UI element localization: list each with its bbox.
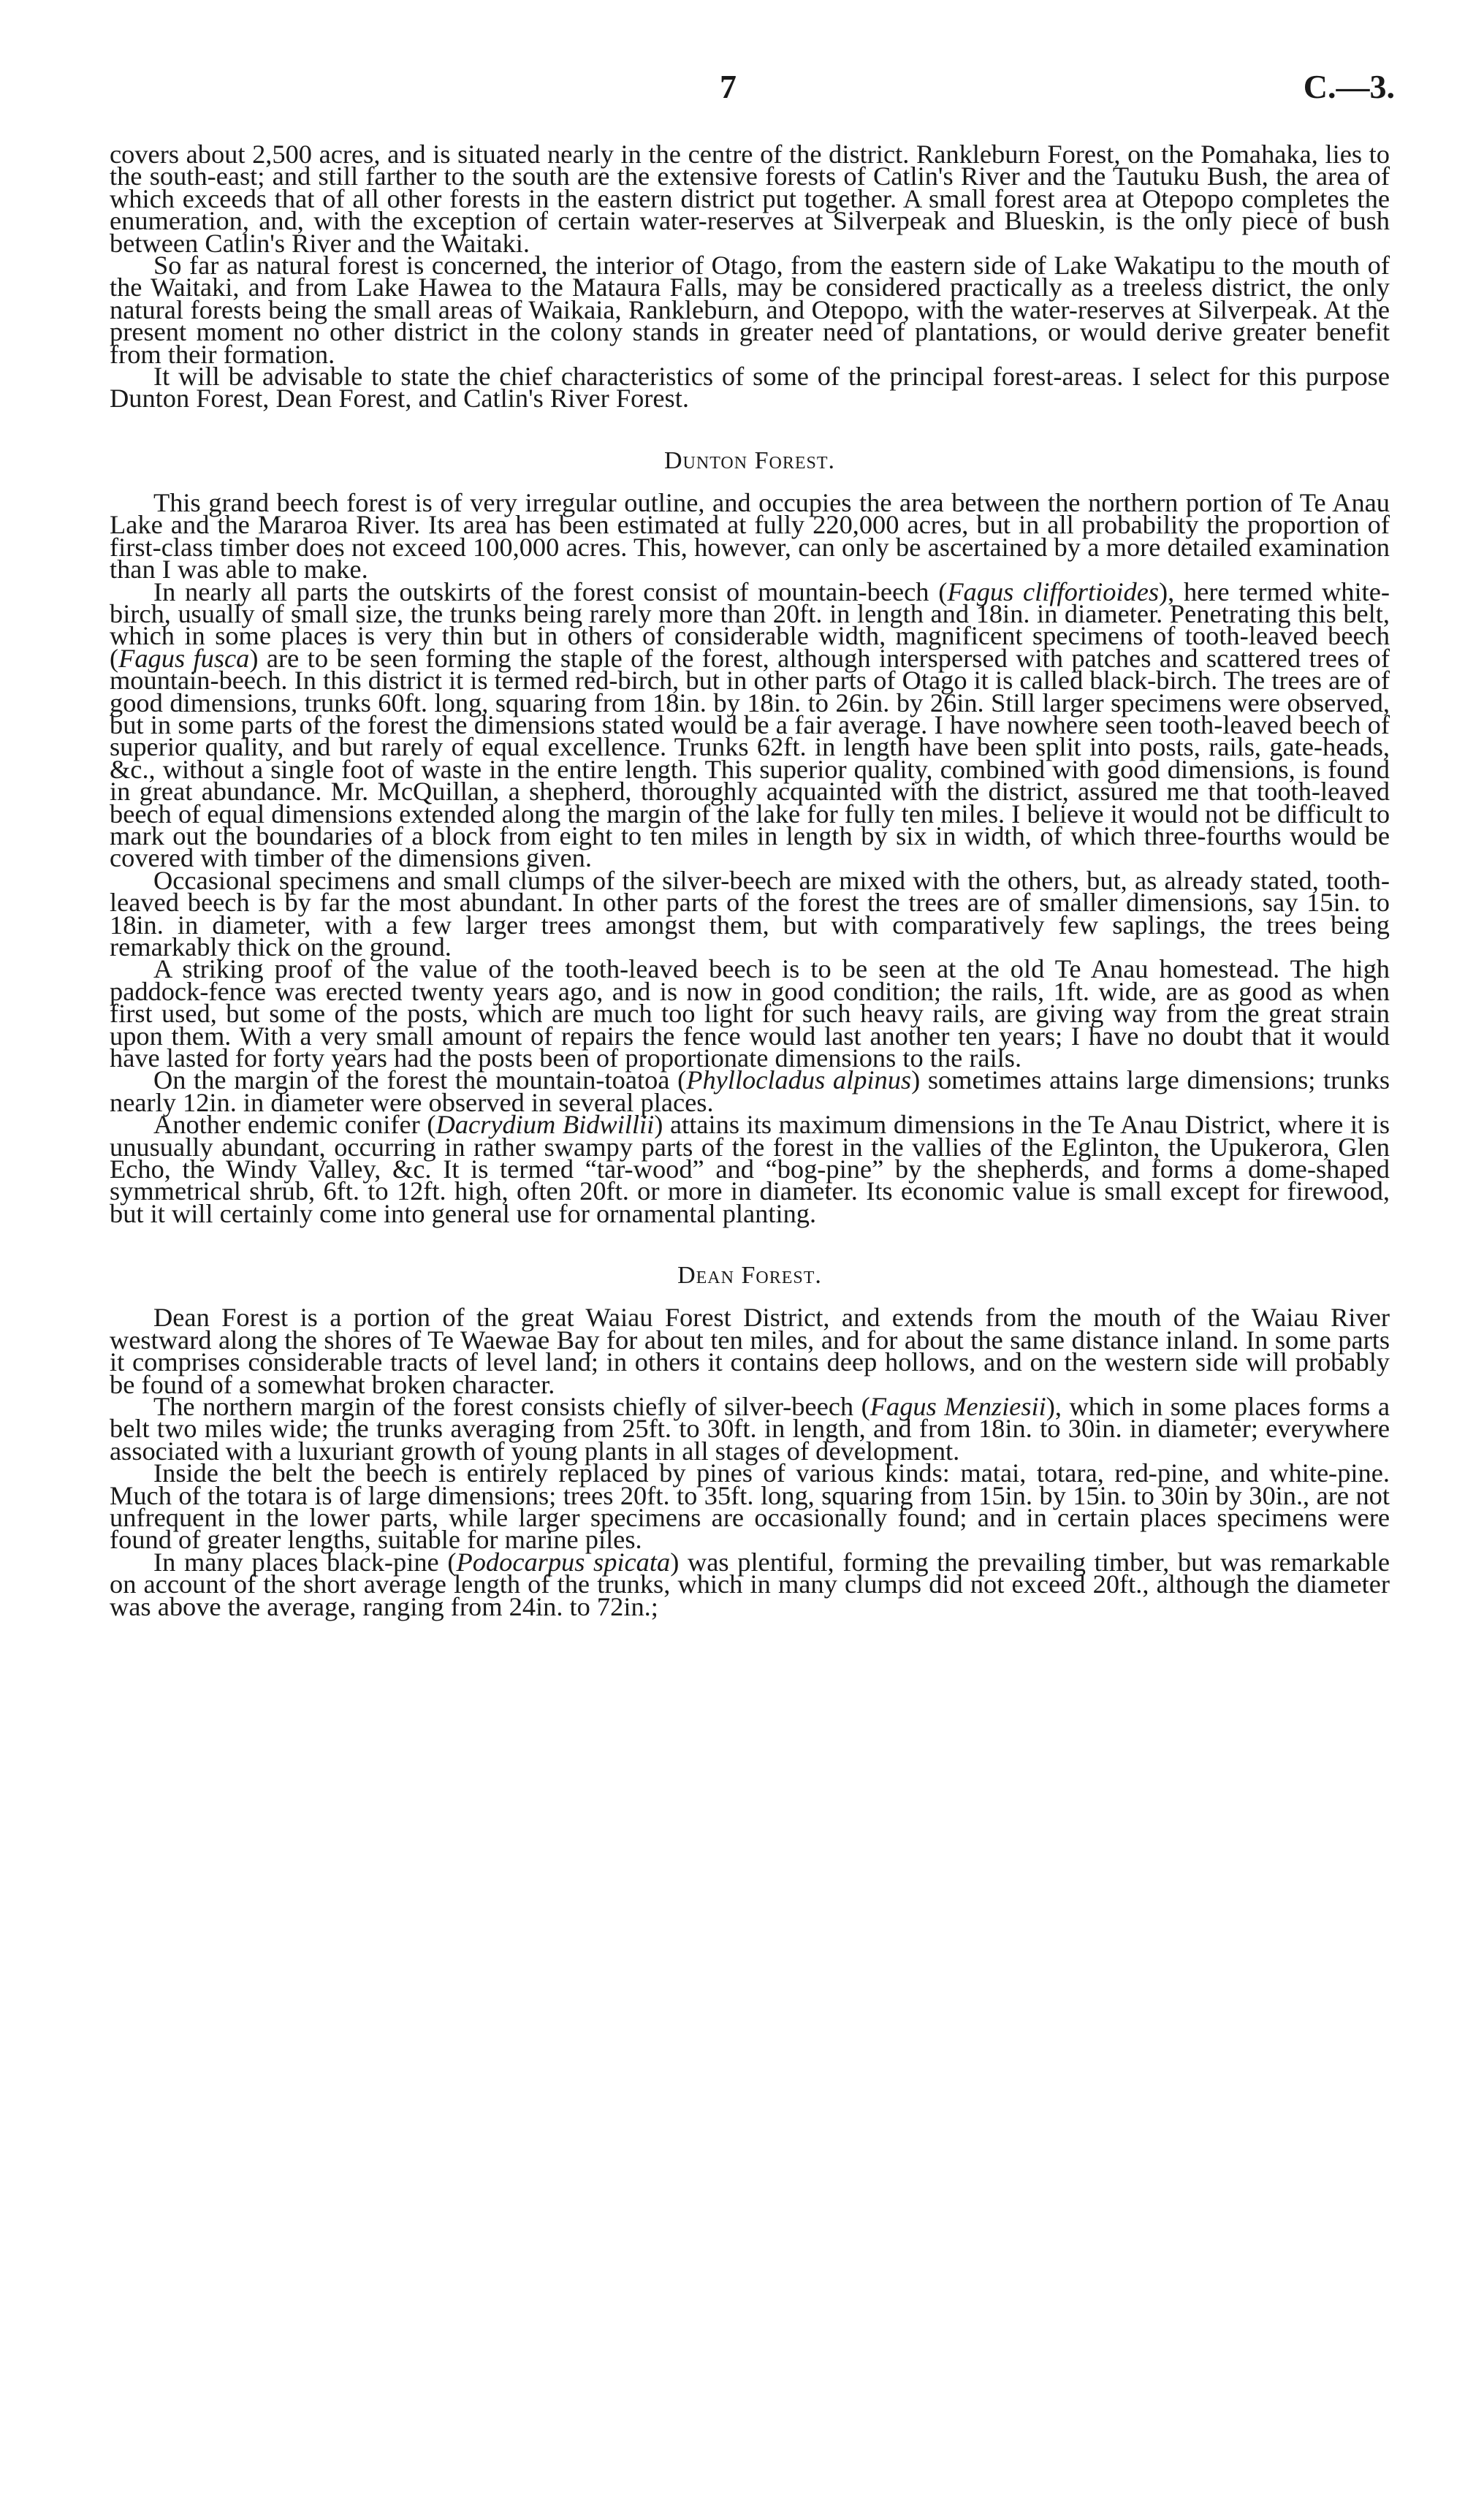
dunton-paragraph-conifer: Another endemic conifer (Dacrydium Bidwillii) attains its maximum dimensions in the Te Anau District, where it is unusually abundant, occurring in rather swampy parts of the forest in the vallies of the Eglinton, the Upukerora, Glen Echo, the Windy Valley, &c. It is termed “tar-wood” and “bog-pine” by the shepherds, and forms a dome-shaped symmetrical shrub, 6ft. to 12ft. high, often 20ft. or more in diameter. Its economic value is small except for firewood, but it will certainly come into general use for ornamental planting. (110, 1110, 1390, 1228)
dean-paragraph-waiau: Dean Forest is a portion of the great Waiau Forest District, and extends from the mouth of the Waiau River westward along the shores of Te Waewae Bay for about ten miles, and for about the same distance inland. In some parts it comprises considerable tracts of level land; in others it contains deep hollows, and on the western side will probably be found of a somewhat broken character. (110, 1303, 1390, 1399)
intro-paragraph-forest-areas: It will be advisable to state the chief characteristics of some of the principal forest-areas. I select for this purpose Dunton Forest, Dean Forest, and Catlin's River Forest. (110, 362, 1390, 414)
dean-paragraph-black-pine: In many places black-pine (Podocarpus spicata) was plentiful, forming the prevailing timber, but was remarkable on account of the short average length of the trunks, which in many clumps did not exceed 20ft., although the diameter was above the average, ranging from 24in. to 72in.; (110, 1547, 1390, 1621)
species-name: Fagus fusca (118, 643, 250, 673)
dunton-paragraph-fence: A striking proof of the value of the tooth-leaved beech is to be seen at the old Te Anau homestead. The high paddock-fence was erected twenty years ago, and is now in good condition; the rails, 1ft. wide, are as good as when first used, but some of the posts, which are much too light for such heavy rails, are giving way from the great strain upon them. With a very small amount of repairs the fence would last another ten years; I have no doubt that it would have lasted for forty years had the posts been of proportionate dimensions to the rails. (110, 954, 1390, 1073)
page-body (110, 140, 1390, 1621)
species-name: Fagus Menziesii (870, 1391, 1046, 1421)
intro-paragraph-continued: covers about 2,500 acres, and is situated nearly in the centre of the district. Rankleburn Forest, on the Pomahaka, lies to the south-east; and still farther to the south are the extensive forests of Catlin's River and the Tautuku Bush, the area of which exceeds that of all other forests in the eastern district put together. A small forest area at Otepopo completes the enumeration, and, with the exception of certain water-reserves at Silverpeak and Blueskin, is the only piece of bush between Catlin's River and the Waitaki. (110, 140, 1390, 258)
page-header (0, 67, 1484, 118)
dean-paragraph-silver-beech: The northern margin of the forest consists chiefly of silver-beech (Fagus Menziesii), which in some places forms a belt two miles wide; the trunks averaging from 25ft. to 30ft. in length, and from 18in. to 30in. in diameter; everywhere associated with a luxuriant growth of young plants in all stages of development. (110, 1391, 1390, 1466)
species-name: Dacrydium Bidwillii (435, 1110, 655, 1140)
section-heading-dunton-forest: Dunton Forest. (663, 446, 836, 474)
species-name: Phyllocladus alpinus (686, 1065, 912, 1095)
intro-paragraph-interior-otago: So far as natural forest is concerned, the interior of Otago, from the eastern side of Lake Wakatipu to the mouth of the Waitaki, and from Lake Hawea to the Mataura Falls, may be considered practically as a treeless district, the only natural forests being the small areas of Waikaia, Rankleburn, and Otepopo, with the water-reserves at Silverpeak. At the present moment no other district in the colony stands in greater need of plantations, or would derive greater benefit from their formation. (110, 251, 1390, 369)
section-heading-dean-forest: Dean Forest. (677, 1262, 822, 1290)
species-name: Fagus cliffortioides (947, 576, 1160, 606)
page-number: 7 (720, 68, 737, 105)
dunton-paragraph-silver-beech: Occasional specimens and small clumps of the silver-beech are mixed with the others, but, as already stated, tooth-leaved beech is by far the most abundant. In other parts of the forest the trees are of smaller dimensions, say 15in. to 18in. in diameter, with a few larger trees amongst them, but with comparatively few saplings, the trees being remarkably thick on the ground. (110, 865, 1390, 962)
dunton-paragraph-outline: This grand beech forest is of very irregular outline, and occupies the area between the northern portion of Te Anau Lake and the Mararoa River. Its area has been estimated at fully 220,000 acres, but in all probability the proportion of first-class timber does not exceed 100,000 acres. This, however, can only be ascertained by a more detailed examination than I was able to make. (110, 487, 1390, 585)
dunton-paragraph-toatoa: On the margin of the forest the mountain-toatoa (Phyllocladus alpinus) sometimes attains large dimensions; trunks nearly 12in. in diameter were observed in several places. (110, 1065, 1390, 1117)
document-reference: C.—3. (1303, 68, 1395, 105)
species-name: Podocarpus spicata (456, 1547, 671, 1577)
dean-paragraph-pines: Inside the belt the beech is entirely replaced by pines of various kinds: matai, totara, red-pine, and white-pine. Much of the totara is of large dimensions; trees 20ft. to 35ft. long, squaring from 15in. by 15in. to 30in by 30in., are not unfrequent in the lower parts, while larger specimens are occasionally found; and in certain places specimens were found of greater lengths, suitable for marine piles. (110, 1458, 1390, 1555)
dunton-paragraph-beech: In nearly all parts the outskirts of the forest consist of mountain-beech (Fagus cliffortioides), here termed white-birch, usually of small size, the trunks being rarely more than 20ft. in length and 18in. in diameter. Penetrating this belt, which in some places is very thin but in others of considerable width, magnificent specimens of tooth-leaved beech (Fagus fusca) are to be seen forming the staple of the forest, although interspersed with patches and scattered trees of mountain-beech. In this district it is termed red-birch, but in other parts of Otago it is called black-birch. The trees are of good dimensions, trunks 60ft. long, squaring from 18in. by 18in. to 26in. by 26in. Still larger specimens were observed, but in some parts of the forest the dimensions stated would be a fair average. I have nowhere seen tooth-leaved beech of superior quality, and but rarely of equal excellence. Trunks 62ft. in length have been split into posts, rails, gate-heads, &c., without a single foot of waste in the entire length. This superior quality, combined with good dimensions, is found in great abundance. Mr. McQuillan, a shepherd, thoroughly acquainted with the district, assured me that tooth-leaved beech of equal dimensions extended along the margin of the lake for fully ten miles. I believe it would not be difficult to mark out the boundaries of a block from eight to ten miles in length by six in width, of which three-fourths would be covered with timber of the dimensions given. (110, 576, 1390, 873)
